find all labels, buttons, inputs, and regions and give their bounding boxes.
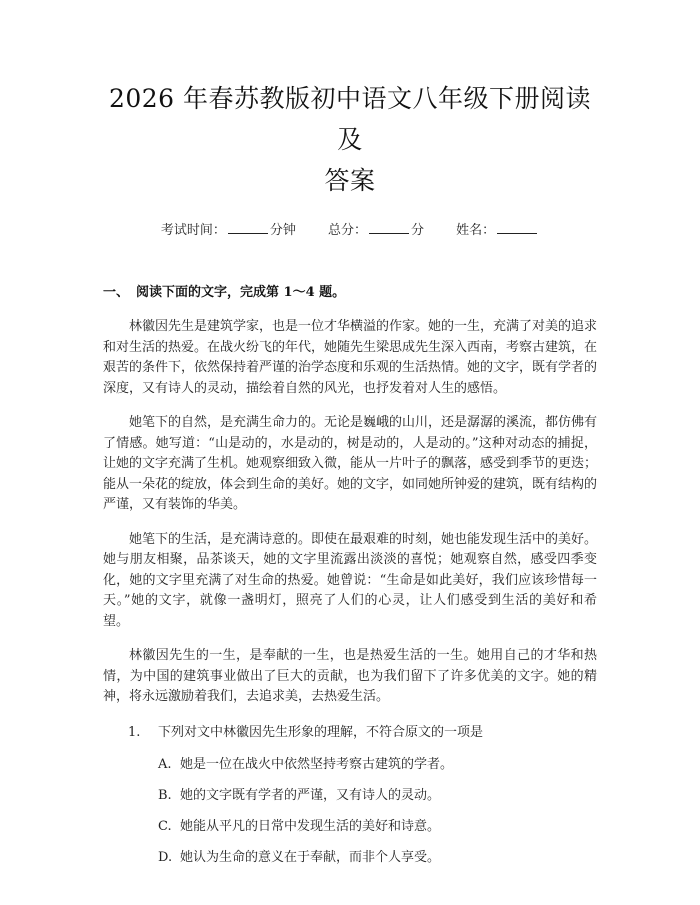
- total-score-field: [328, 221, 424, 241]
- option-letter: A.: [158, 756, 172, 772]
- option-text: 她是一位在战火中依然坚持考察古建筑的学者。: [180, 756, 454, 772]
- option-text: 她认为生命的意义在于奉献，而非个人享受。: [180, 849, 441, 865]
- exam-info-line: [103, 221, 597, 241]
- name-blank[interactable]: [497, 221, 537, 234]
- option-letter: C.: [158, 818, 172, 834]
- name-field: [456, 221, 539, 241]
- title-line-2: 答案: [324, 166, 376, 195]
- total-score-blank[interactable]: [369, 221, 409, 234]
- exam-time-label: 考试时间：: [160, 223, 226, 238]
- option-letter: D.: [158, 849, 173, 865]
- exam-time-unit: 分钟: [269, 223, 296, 238]
- exam-time-blank[interactable]: [228, 221, 268, 234]
- name-label: 姓名：: [456, 223, 496, 238]
- question-1: [103, 723, 597, 743]
- question-number: 1.: [128, 724, 141, 740]
- option-a[interactable]: [158, 755, 597, 775]
- option-d[interactable]: [158, 848, 597, 868]
- exam-time-field: [161, 221, 296, 241]
- option-letter: B.: [158, 787, 172, 803]
- passage-paragraph-1: 林徽因先生是建筑学家，也是一位才华横溢的作家。她的一生，充满了对美的追求和对生活的热爱。在战火纷飞的年代，她随先生梁思成先生深入西南，考察古建筑，在艰苦的条件下，依然保持着严谨的治学态度和乐观的生活热情。她的文字，既有学者的深度，又有诗人的灵动，描绘着自然的风光，也抒发着对人生的感悟。: [103, 319, 598, 396]
- total-score-label: 总分：: [327, 223, 367, 238]
- option-c[interactable]: [158, 817, 597, 837]
- title-line-1: 2026 年春苏教版初中语文八年级下册阅读及: [108, 84, 592, 154]
- option-b[interactable]: [158, 786, 597, 806]
- passage-paragraph-2: 她笔下的自然，是充满生命力的。无论是巍峨的山川，还是潺潺的溪流，都仿佛有了情感。她写道：“山是动的，水是动的，树是动的，人是动的。”这种对动态的捕捉，让她的文字充满了生机。她观察细致入微，能从一片叶子的飘落，感受到季节的更迭；能从一朵花的绽放，体会到生命的美好。她的文字，如同她所钟爱的建筑，既有结构的严谨，又有装饰的华美。: [103, 415, 598, 512]
- document-title: [103, 78, 597, 201]
- section-number: 一、: [103, 285, 130, 300]
- passage-paragraph-4: 林徽因先生的一生，是奉献的一生，也是热爱生活的一生。她用自己的才华和热情，为中国的建筑事业做出了巨大的贡献，也为我们留下了许多优美的文字。她的精神，将永远激励着我们，去追求美，去热爱生活。: [103, 648, 597, 704]
- option-text: 她的文字既有学者的严谨，又有诗人的灵动。: [180, 787, 441, 803]
- question-stem: 下列对文中林徽因先生形象的理解，不符合原文的一项是: [158, 724, 484, 740]
- total-score-unit: 分: [411, 223, 425, 238]
- section-instruction: 阅读下面的文字，完成第 1～4 题。: [136, 285, 346, 300]
- section-heading: [103, 283, 597, 303]
- option-text: 她能从平凡的日常中发现生活的美好和诗意。: [180, 818, 441, 834]
- passage-paragraph-3: 她笔下的生活，是充满诗意的。即使在最艰难的时刻，她也能发现生活中的美好。她与朋友相聚，品茶谈天，她的文字里流露出淡淡的喜悦；她观察自然，感受四季变化，她的文字里充满了对生命的热爱。她曾说：“生命是如此美好，我们应该珍惜每一天。”她的文字，就像一盏明灯，照亮了人们的心灵，让人们感受到生活的美好和希望。: [103, 531, 598, 629]
- question-1-options: [103, 755, 597, 868]
